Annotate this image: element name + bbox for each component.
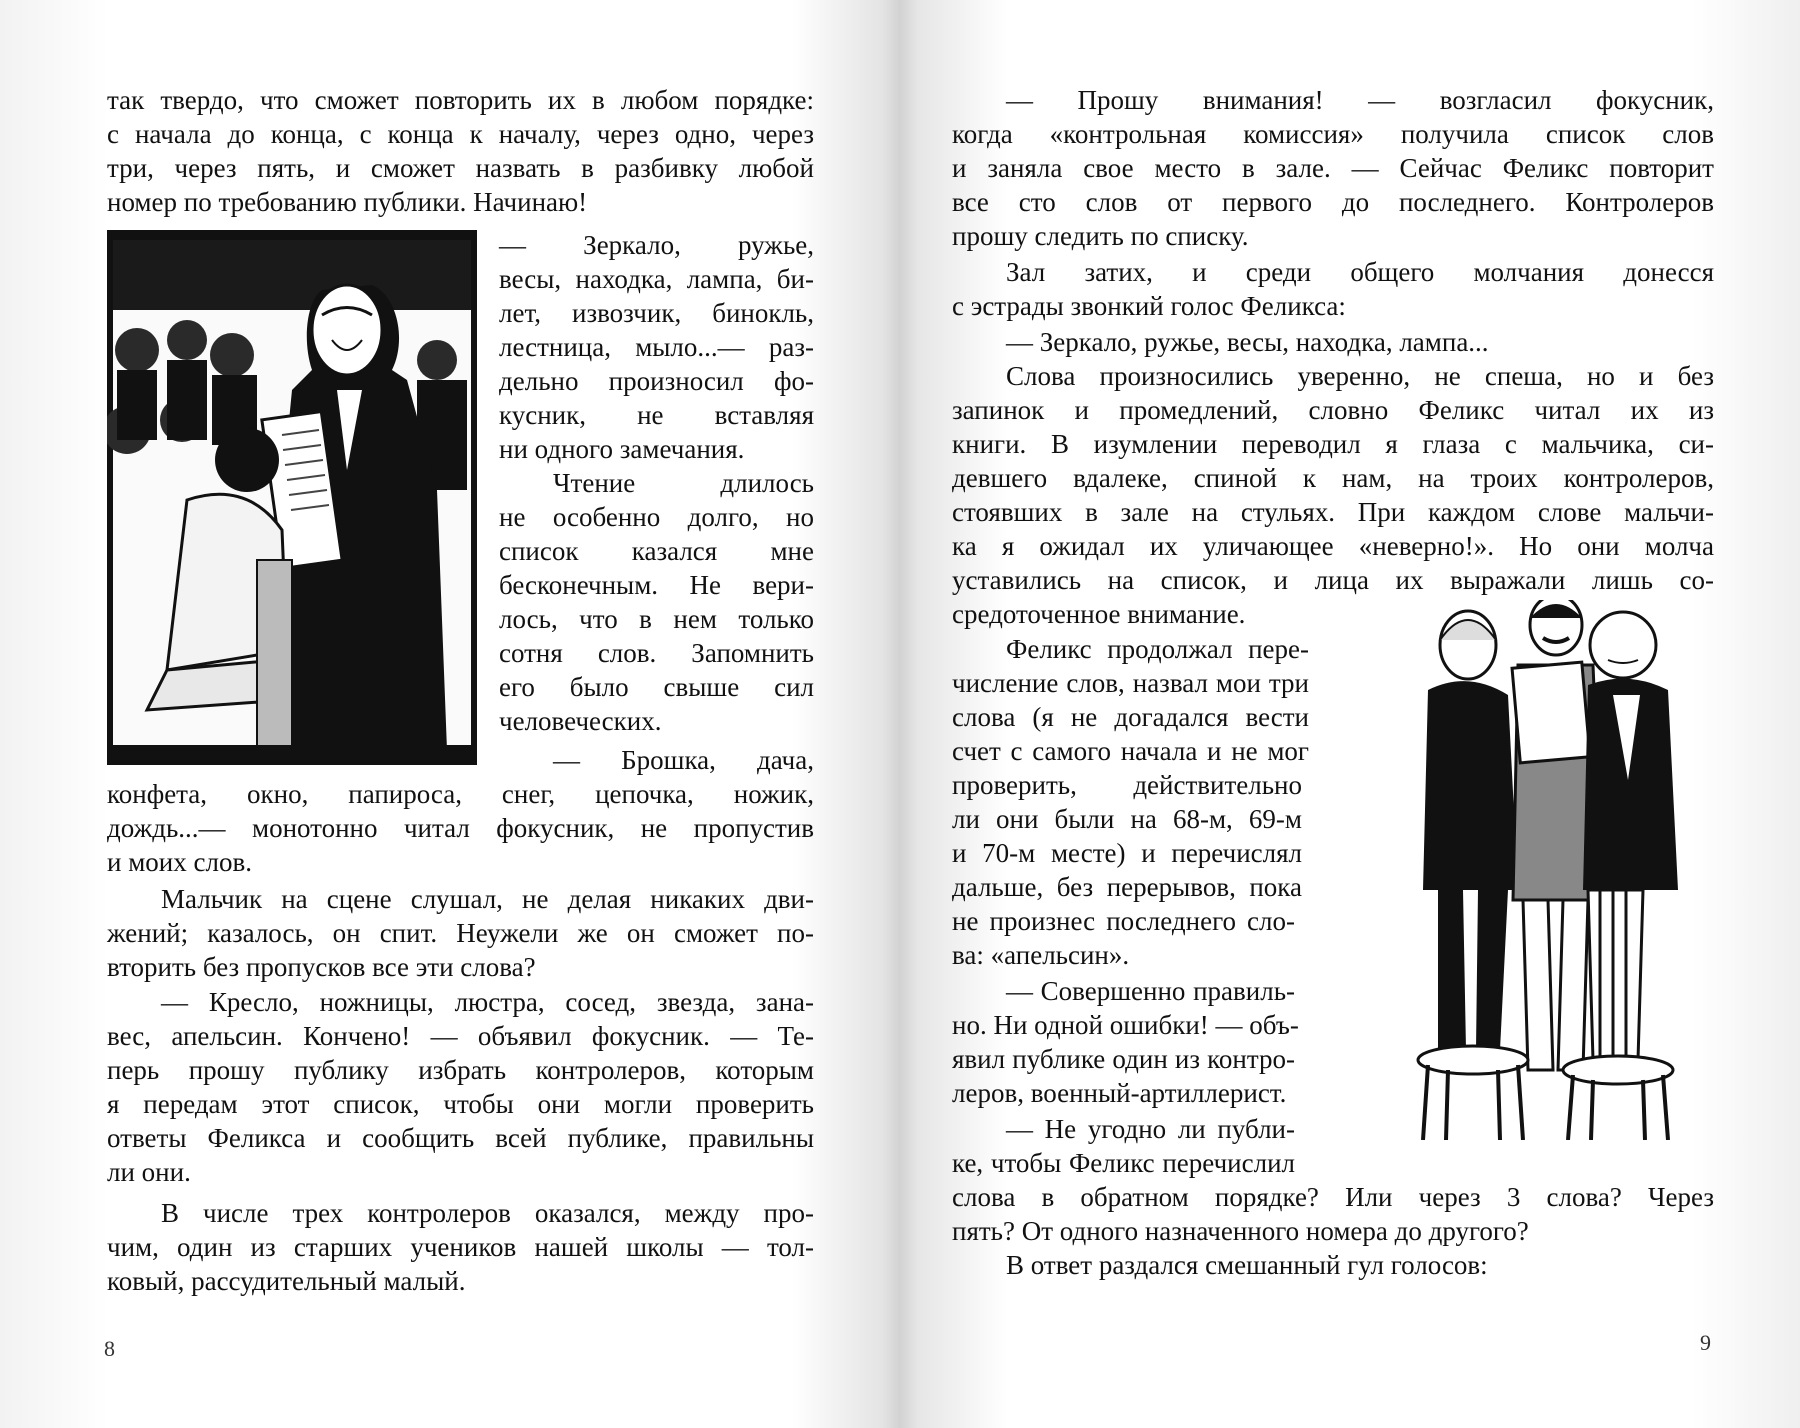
text-line: дождь...— монотонно читал фокусник, не пропустив bbox=[107, 813, 814, 843]
text-line: книги. В изумлении переводил я глаза с мальчика, си- bbox=[952, 429, 1714, 459]
text-line: стоявших в зале на стульях. При каждом слове мальчи- bbox=[952, 497, 1714, 527]
text-line: запинок и промедлений, словно Феликс читал их из bbox=[952, 395, 1714, 425]
right-page bbox=[900, 0, 1800, 1428]
text-line: девшего вдалеке, спиной к нам, на троих контролеров, bbox=[952, 463, 1714, 493]
text-line: — Зеркало, ружье, весы, находка, лампа... bbox=[1006, 327, 1489, 357]
text-line: и 70-м месте) и перечислял bbox=[952, 838, 1302, 868]
text-line: бесконечным. Не вери- bbox=[499, 570, 814, 600]
text-line: проверить, действительно bbox=[952, 770, 1302, 800]
text-line: прошу следить по списку. bbox=[952, 221, 1249, 251]
text-line: дальше, без перерывов, пока bbox=[952, 872, 1302, 902]
text-line: три, через пять, и сможет назвать в разбивку любой bbox=[107, 153, 814, 183]
text-line: Зал затих, и среди общего молчания донесся bbox=[1006, 257, 1714, 287]
text-line: но. Ни одной ошибки! — объ- bbox=[952, 1010, 1299, 1040]
text-line: средоточенное внимание. bbox=[952, 599, 1246, 629]
text-line: — Совершенно правиль- bbox=[1006, 976, 1295, 1006]
text-line: пять? От одного назначенного номера до другого? bbox=[952, 1216, 1529, 1246]
text-line: ни одного замечания. bbox=[499, 434, 745, 464]
text-line: с эстрады звонкий голос Феликса: bbox=[952, 291, 1346, 321]
text-line: лет, извозчик, бинокль, bbox=[499, 298, 814, 328]
text-line: слова (я не догадался вести bbox=[952, 702, 1309, 732]
text-line: не особенно долго, но bbox=[499, 502, 814, 532]
text-line: кусник, не вставляя bbox=[499, 400, 814, 430]
text-line: и заняла свое место в зале. — Сейчас Феликс повторит bbox=[952, 153, 1714, 183]
text-line: лось, что в нем только bbox=[499, 604, 814, 634]
text-line: ка я ожидал их уличающее «неверно!». Но они молча bbox=[952, 531, 1714, 561]
text-line: его было свыше сил bbox=[499, 672, 814, 702]
text-line: Феликс продолжал пере- bbox=[1006, 634, 1309, 664]
text-line: перь прошу публику избрать контролеров, которым bbox=[107, 1055, 814, 1085]
page-number: 9 bbox=[1700, 1330, 1711, 1355]
text-line: уставились на список, и лица их выражали лишь со- bbox=[952, 565, 1714, 595]
text-line: Мальчик на сцене слушал, не делая никаких дви- bbox=[161, 884, 814, 914]
text-line: числение слов, назвал мои три bbox=[952, 668, 1309, 698]
text-line: человеческих. bbox=[499, 706, 662, 736]
text-line: Чтение длилось bbox=[553, 468, 814, 498]
text-line: конфета, окно, папироса, снег, цепочка, ножик, bbox=[107, 779, 814, 809]
page-number: 8 bbox=[104, 1336, 115, 1361]
text-line: леров, военный-артиллерист. bbox=[952, 1078, 1287, 1108]
text-line: все сто слов от первого до последнего. Контролеров bbox=[952, 187, 1714, 217]
text-line: явил публике один из контро- bbox=[952, 1044, 1295, 1074]
text-line: лестница, мыло...— раз- bbox=[499, 332, 814, 362]
text-line: когда «контрольная комиссия» получила список слов bbox=[952, 119, 1714, 149]
text-line: список казался мне bbox=[499, 536, 814, 566]
illustration-three-controllers bbox=[1408, 600, 1718, 1140]
text-line: чим, один из старших учеников нашей школы — тол- bbox=[107, 1232, 814, 1262]
text-line: жений; казалось, он спит. Неужели же он сможет по- bbox=[107, 918, 814, 948]
text-line: ли они. bbox=[107, 1157, 191, 1187]
text-line: слова в обратном порядке? Или через 3 слова? Через bbox=[952, 1182, 1714, 1212]
text-line: сотня слов. Запомнить bbox=[499, 638, 814, 668]
text-line: ответы Феликса и сообщить всей публике, правильны bbox=[107, 1123, 814, 1153]
text-line: В числе трех контролеров оказался, между про- bbox=[161, 1198, 814, 1228]
text-line: не произнес последнего сло- bbox=[952, 906, 1295, 936]
text-line: с начала до конца, с конца к началу, через одно, через bbox=[107, 119, 814, 149]
text-line: ва: «апельсин». bbox=[952, 940, 1130, 970]
text-line: дельно произносил фо- bbox=[499, 366, 814, 396]
text-line: вес, апельсин. Кончено! — объявил фокусник. — Те- bbox=[107, 1021, 814, 1051]
text-line: я передам этот список, чтобы они могли проверить bbox=[107, 1089, 814, 1119]
text-line: Слова произносились уверенно, не спеша, но и без bbox=[1006, 361, 1714, 391]
text-line: В ответ раздался смешанный гул голосов: bbox=[1006, 1250, 1488, 1280]
text-line: счет с самого начала и не мог bbox=[952, 736, 1309, 766]
text-line: весы, находка, лампа, би- bbox=[499, 264, 814, 294]
text-line: — Зеркало, ружье, bbox=[499, 230, 814, 260]
text-line: вторить без пропусков все эти слова? bbox=[107, 952, 536, 982]
text-line: номер по требованию публики. Начинаю! bbox=[107, 187, 588, 217]
text-line: — Прошу внимания! — возгласил фокусник, bbox=[1006, 85, 1714, 115]
text-line: ковый, рассудительный малый. bbox=[107, 1266, 466, 1296]
text-line: ке, чтобы Феликс перечислил bbox=[952, 1148, 1295, 1178]
text-line: — Кресло, ножницы, люстра, сосед, звезда, зана- bbox=[161, 987, 814, 1017]
text-line: — Не угодно ли публи- bbox=[1006, 1114, 1295, 1144]
text-line: — Брошка, дача, bbox=[553, 745, 814, 775]
text-line: ли они были на 68-м, 69-м bbox=[952, 804, 1302, 834]
text-line: так твердо, что сможет повторить их в любом порядке: bbox=[107, 85, 814, 115]
illustration-magician-and-boy bbox=[107, 230, 477, 765]
text-line: и моих слов. bbox=[107, 847, 252, 877]
